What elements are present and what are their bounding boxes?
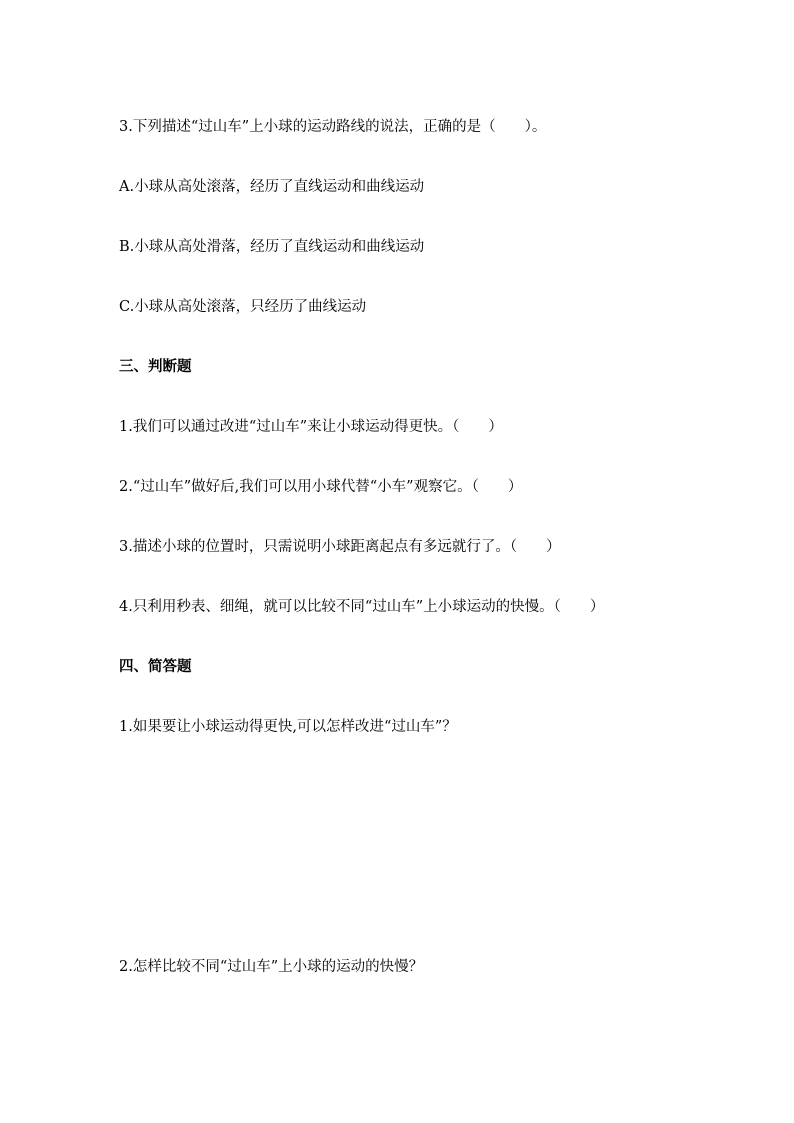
judgement-item-2: 2.“过山车”做好后,我们可以用小球代替“小车”观察它。（ ）	[119, 479, 523, 495]
short-answer-item-1: 1.如果要让小球运动得更快,可以怎样改进“过山车”？	[119, 719, 457, 735]
question-3-stem: 3.下列描述“过山车”上小球的运动路线的说法，正确的是（ ）。	[119, 119, 547, 135]
judgement-item-4: 4.只利用秒表、细绳，就可以比较不同“过山车”上小球运动的快慢。（ ）	[119, 599, 605, 615]
section-title-judgement: 三、判断题	[119, 359, 192, 375]
judgement-item-1: 1.我们可以通过改进“过山车”来让小球运动得更快。（ ）	[119, 419, 503, 435]
question-3-option-a: A.小球从高处滚落，经历了直线运动和曲线运动	[119, 179, 425, 195]
section-title-short-answer: 四、简答题	[119, 659, 192, 675]
question-3-option-b: B.小球从高处滑落，经历了直线运动和曲线运动	[119, 239, 425, 255]
short-answer-item-2: 2.怎样比较不同“过山车”上小球的运动的快慢？	[119, 959, 424, 975]
judgement-item-3: 3.描述小球的位置时，只需说明小球距离起点有多远就行了。（ ）	[119, 539, 561, 555]
question-3-option-c: C.小球从高处滚落，只经历了曲线运动	[119, 299, 367, 315]
